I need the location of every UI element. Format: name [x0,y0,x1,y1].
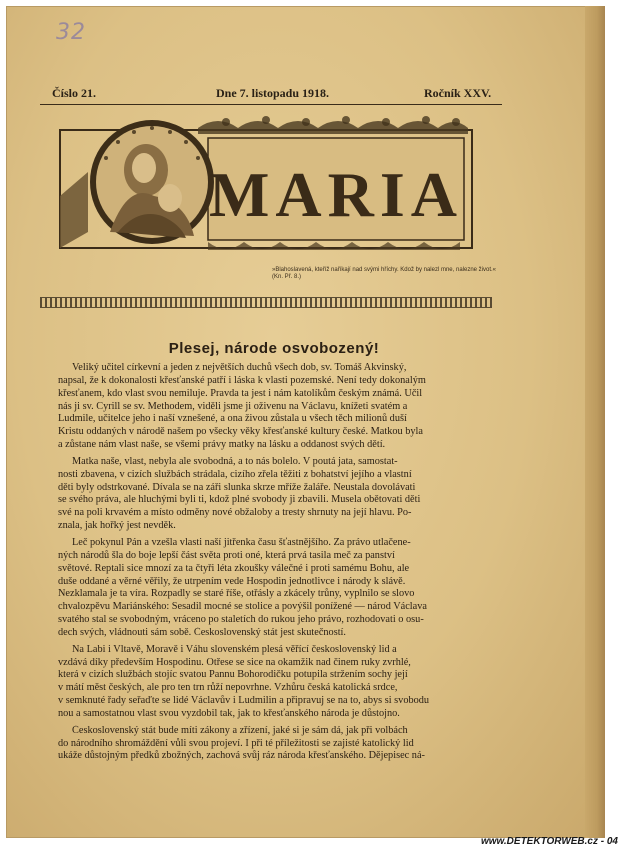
handwritten-page-number: 32 [56,20,86,45]
paragraph [58,725,500,764]
paragraph [58,456,500,533]
text-line: znala, jak hořký jest nevděk. [58,520,176,532]
text-line: své na poli krvavém a místo odměny nové obžaloby a tresty shrnuty na její hlavu. Po- [58,507,412,519]
text-line: Veliký učitel církevní a jeden z největších duchů všech dob, sv. Tomáš Akvinský, [72,362,407,373]
issue-volume: Ročník XXV. [424,86,492,100]
text-line: Leč pokynul Pán a vzešla vlasti naší jitřenka času šťastnějšího. Za právo utlačene- [72,536,411,548]
text-line: chvalozpěvu Mariánského: Sesadil mocné se stolice a povýšil ponížené — národ Václava [58,601,427,613]
text-line: Matka naše, vlast, nebyla ale svobodná, a to nás bolelo. V poutá jata, samostat- [72,455,398,467]
article-headline: Plesej, národe osvobozený! [168,340,380,357]
text-line: Kristu oddaných v národě našem po všecky věky křesťanské kultury české. Matkou byla [58,426,423,438]
header-rule [40,104,502,105]
text-line: do národního shromáždění vůli svou projeví. I při té příležitosti se zajisté katolický lid [58,737,414,749]
text-line: duše oddané a věrné věřily, že utrpením vede Hospodin jednotlivce i národy k slávě. [58,575,406,587]
text-line: nás ji sv. Cyrill se sv. Methodem, viděli jsme ji oživenu na Václavu, knížeti svatém a [58,400,408,412]
text-line: vzdává díky především Hospodinu. Otřese se sice na okamžik nad činem ruky zvrhlé, [58,656,411,668]
text-line: dech svých, vládnouti sám sobě. Československý stát jest skutečností. [58,626,346,638]
text-line: a zůstane nám vlast naše, se všemi právy matky na lásku a oddanost svých dětí. [58,439,386,451]
text-line: v semknuté řady seřaďte se lidé Václavův i Ludmilin a připravuj se na to, abys si svobodu [58,695,430,707]
ornamental-border [40,297,492,308]
text-line: Československý stát bude míti zákony a zřízení, jaké si je sám dá, jak při volbách [72,724,408,736]
paragraph [58,644,500,721]
masthead-motto: »Blahoslavená, kteříž naříkají nad svými hříchy. Kdož by nalezl mne, nalezne život.« (Kn. Př. 8.) [272,267,497,280]
masthead-logo [58,112,476,258]
text-line: Ludmile, učitelce jeho i naší vznešené, a ona živou zůstala u všech těch milionů duší [58,413,407,425]
text-line: nosti zbavena, v cizích službách strádala, cizího zřela těžiti z bohatství jejího a vlastní [58,468,412,480]
text-line: ukáže důstojným předků zbožných, zachová svůj ráz národa křesťanského. Dějepisec ná- [58,750,425,762]
text-line: děti byly odstrkované. Dívala se na záři slunka skrze mříže žaláře. Neustala dovolávati [58,481,416,493]
text-line: Na Labi i Vltavě, Moravě i Váhu slovenském plesá věřící československý lid a [72,643,397,655]
masthead-title: MARIA [209,159,463,230]
text-line: světové. Reptali sice mnozí za ta čtyři léta zkoušky válečné i proti samému Bohu, ale [58,562,410,574]
source-watermark: www.DETEKTORWEB.cz - 04 [480,836,618,847]
issue-number: Číslo 21. [52,86,97,100]
issue-line [52,86,492,104]
text-line: v mátí měst českých, ale pro ten trn růží nepovrhne. Vzhůru česká katolická srdce, [58,682,398,694]
text-line: která v cizích službách stojíc svatou Pannu Bohorodičku potupila stržením sochy její [58,669,408,681]
text-line: Nezklamala je ta víra. Rozpadly se staré říše, otřásly a zkácely trůny, vyplnilo se slovo [58,588,415,600]
text-line: nou a samostatnou vlast svou vyzdobil tak, jak to křesťanského národa je důstojno. [58,707,400,719]
text-line: křesťanem, kdo vlast svou nemiluje. Pravda ta jest i nám katolíkům českým známá. Učil [58,387,423,399]
issue-date: Dne 7. listopadu 1918. [216,86,330,100]
article-body [58,362,500,767]
text-line: napsal, že k dokonalosti křesťanské patří i láska k vlasti pozemské. Není tedy dokonalým [58,374,426,386]
text-line: ných národů šla do boje lepší část světa proti oné, která prvá tasila meč za panství [58,549,395,561]
page-fold-edge [585,6,605,838]
paragraph [58,362,500,452]
text-line: svatého stal se svobodným, vráceno po staletích do rukou jeho právo, rozhodovati o osu- [58,614,424,626]
text-line: se svého práva, ale hluchými byli ti, kdož plné svobody ji zbavili. Musela obětovati děti [58,494,421,506]
paragraph [58,537,500,640]
